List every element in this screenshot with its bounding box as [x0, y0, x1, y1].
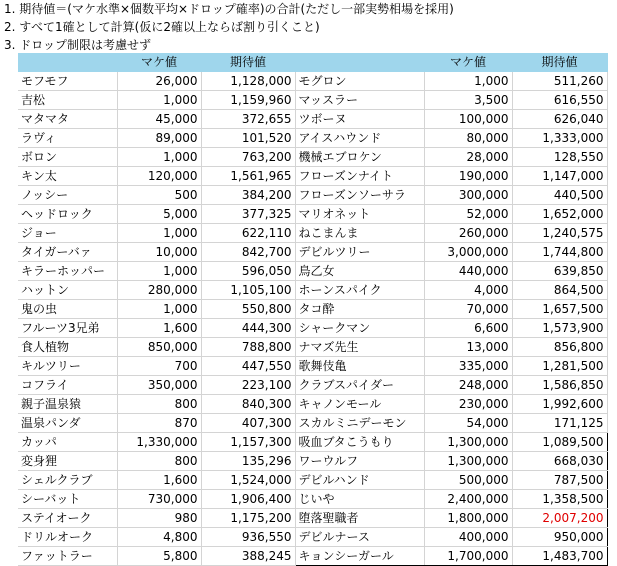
monster-name-cell[interactable]: ノッシー — [18, 186, 117, 205]
monster-name-cell[interactable]: フローズンソーサラ — [295, 186, 424, 205]
market-value-cell[interactable]: 800 — [117, 452, 201, 471]
expected-value-cell[interactable]: 763,200 — [201, 148, 295, 167]
monster-name-cell[interactable]: キルツリー — [18, 357, 117, 376]
market-value-cell[interactable]: 700 — [117, 357, 201, 376]
market-value-cell[interactable]: 89,000 — [117, 129, 201, 148]
market-value-cell[interactable]: 248,000 — [424, 376, 512, 395]
market-value-cell[interactable]: 190,000 — [424, 167, 512, 186]
monster-name-cell[interactable]: タコ酔 — [295, 300, 424, 319]
table-row — [18, 357, 607, 376]
market-value-cell[interactable]: 1,600 — [117, 471, 201, 490]
expected-value-cell[interactable]: 1,105,100 — [201, 281, 295, 300]
market-value-cell[interactable]: 54,000 — [424, 414, 512, 433]
expected-value-cell[interactable]: 1,128,000 — [201, 72, 295, 91]
expected-value-cell[interactable]: 626,040 — [512, 110, 607, 129]
market-value-cell[interactable]: 10,000 — [117, 243, 201, 262]
market-value-cell[interactable]: 400,000 — [424, 528, 512, 547]
monster-name-cell[interactable]: ワーウルフ — [295, 452, 424, 471]
market-value-cell[interactable]: 1,800,000 — [424, 509, 512, 528]
market-value-cell[interactable]: 300,000 — [424, 186, 512, 205]
expected-value-cell[interactable]: 787,500 — [512, 471, 607, 490]
market-value-cell[interactable]: 120,000 — [117, 167, 201, 186]
table-row — [18, 205, 607, 224]
expected-value-cell[interactable]: 1,992,600 — [512, 395, 607, 414]
expected-value-cell[interactable]: 596,050 — [201, 262, 295, 281]
note-2[interactable]: 2. すべて1確として計算(仮に2確以上ならば割り引くこと) — [4, 20, 320, 34]
market-value-cell[interactable]: 1,600 — [117, 319, 201, 338]
header-market[interactable]: マケ値 — [117, 53, 201, 72]
monster-name-cell[interactable]: 歌舞伎亀 — [295, 357, 424, 376]
expected-value-cell[interactable]: 842,700 — [201, 243, 295, 262]
expected-value-cell[interactable]: 407,300 — [201, 414, 295, 433]
expected-value-cell[interactable]: 2,007,200 — [512, 509, 607, 528]
table-row — [18, 129, 607, 148]
table-row — [18, 376, 607, 395]
market-value-cell[interactable]: 26,000 — [117, 72, 201, 91]
expected-value-cell[interactable]: 788,800 — [201, 338, 295, 357]
monster-name-cell[interactable]: ホーンスパイク — [295, 281, 424, 300]
table-row — [18, 281, 607, 300]
monster-name-cell[interactable]: ハットン — [18, 281, 117, 300]
monster-name-cell[interactable]: ファットラー — [18, 547, 117, 566]
market-value-cell[interactable]: 13,000 — [424, 338, 512, 357]
monster-name-cell[interactable]: カッパ — [18, 433, 117, 452]
monster-name-cell[interactable]: ボロン — [18, 148, 117, 167]
header-cell[interactable] — [18, 53, 117, 72]
monster-name-cell[interactable]: 鳥乙女 — [295, 262, 424, 281]
table-row — [18, 490, 607, 509]
expected-value-cell[interactable]: 135,296 — [201, 452, 295, 471]
market-value-cell[interactable]: 440,000 — [424, 262, 512, 281]
market-value-cell[interactable]: 2,400,000 — [424, 490, 512, 509]
expected-value-cell[interactable]: 447,550 — [201, 357, 295, 376]
monster-name-cell[interactable]: デビルハンド — [295, 471, 424, 490]
monster-name-cell[interactable]: コフライ — [18, 376, 117, 395]
market-value-cell[interactable]: 4,000 — [424, 281, 512, 300]
market-value-cell[interactable]: 1,300,000 — [424, 433, 512, 452]
expected-value-cell[interactable]: 377,325 — [201, 205, 295, 224]
header-expected[interactable]: 期待値 — [512, 53, 607, 72]
monster-name-cell[interactable]: ラヴィ — [18, 129, 117, 148]
notes — [0, 0, 617, 54]
table-row — [18, 471, 607, 490]
market-value-cell[interactable]: 70,000 — [424, 300, 512, 319]
monster-name-cell[interactable]: クラブスパイダー — [295, 376, 424, 395]
table-row — [18, 262, 607, 281]
table-row — [18, 243, 607, 262]
monster-name-cell[interactable]: フローズンナイト — [295, 167, 424, 186]
market-value-cell[interactable]: 4,800 — [117, 528, 201, 547]
monster-name-cell[interactable]: ジョー — [18, 224, 117, 243]
monster-name-cell[interactable]: デビルツリー — [295, 243, 424, 262]
expected-value-cell[interactable]: 1,281,500 — [512, 357, 607, 376]
expected-value-cell[interactable]: 856,800 — [512, 338, 607, 357]
market-value-cell[interactable]: 1,000 — [117, 148, 201, 167]
table-row — [18, 72, 607, 91]
market-value-cell[interactable]: 52,000 — [424, 205, 512, 224]
header-cell[interactable] — [295, 53, 424, 72]
market-value-cell[interactable]: 335,000 — [424, 357, 512, 376]
monster-name-cell[interactable]: 鬼の虫 — [18, 300, 117, 319]
monster-name-cell[interactable]: じいや — [295, 490, 424, 509]
expected-value-cell[interactable]: 384,200 — [201, 186, 295, 205]
table-row — [18, 433, 607, 452]
expected-value-cell[interactable]: 1,906,400 — [201, 490, 295, 509]
expected-value-cell[interactable]: 440,500 — [512, 186, 607, 205]
expected-value-cell[interactable]: 840,300 — [201, 395, 295, 414]
expected-value-cell[interactable]: 1,652,000 — [512, 205, 607, 224]
monster-name-cell[interactable]: フルーツ3兄弟 — [18, 319, 117, 338]
expected-value-cell[interactable]: 864,500 — [512, 281, 607, 300]
expected-value-cell[interactable]: 950,000 — [512, 528, 607, 547]
table-row — [18, 509, 607, 528]
expected-value-cell[interactable]: 1,175,200 — [201, 509, 295, 528]
expected-value-cell[interactable]: 1,483,700 — [512, 547, 607, 566]
market-value-cell[interactable]: 5,800 — [117, 547, 201, 566]
table-row — [18, 414, 607, 433]
monster-name-cell[interactable]: ドリルオーク — [18, 528, 117, 547]
monster-name-cell[interactable]: 親子温泉猿 — [18, 395, 117, 414]
market-value-cell[interactable]: 230,000 — [424, 395, 512, 414]
table-row — [18, 338, 607, 357]
expected-value-cell[interactable]: 1,524,000 — [201, 471, 295, 490]
table-row — [18, 167, 607, 186]
table-row — [18, 319, 607, 338]
monster-name-cell[interactable]: シャークマン — [295, 319, 424, 338]
monster-name-cell[interactable]: 食人植物 — [18, 338, 117, 357]
expected-value-cell[interactable]: 128,550 — [512, 148, 607, 167]
monster-name-cell[interactable]: マリオネット — [295, 205, 424, 224]
market-value-cell[interactable]: 6,600 — [424, 319, 512, 338]
market-value-cell[interactable]: 980 — [117, 509, 201, 528]
monster-name-cell[interactable]: スカルミニデーモン — [295, 414, 424, 433]
header-row — [18, 53, 607, 72]
market-value-cell[interactable]: 80,000 — [424, 129, 512, 148]
market-value-cell[interactable]: 350,000 — [117, 376, 201, 395]
table-row — [18, 91, 607, 110]
market-value-cell[interactable]: 1,000 — [117, 262, 201, 281]
table-row — [18, 528, 607, 547]
monster-name-cell[interactable]: マッスラー — [295, 91, 424, 110]
market-value-cell[interactable]: 1,000 — [424, 72, 512, 91]
market-value-cell[interactable]: 870 — [117, 414, 201, 433]
monster-name-cell[interactable]: ヘッドロック — [18, 205, 117, 224]
monster-name-cell[interactable]: マタマタ — [18, 110, 117, 129]
monster-name-cell[interactable]: シェルクラブ — [18, 471, 117, 490]
monster-name-cell[interactable]: ねこまんま — [295, 224, 424, 243]
monster-name-cell[interactable]: キン太 — [18, 167, 117, 186]
expected-value-cell[interactable]: 171,125 — [512, 414, 607, 433]
market-value-cell[interactable]: 1,000 — [117, 91, 201, 110]
expected-value-cell[interactable]: 223,100 — [201, 376, 295, 395]
expected-value-cell[interactable]: 668,030 — [512, 452, 607, 471]
note-3[interactable]: 3. ドロップ制限は考慮せず — [4, 38, 152, 52]
monster-name-cell[interactable]: 吉松 — [18, 91, 117, 110]
header-expected[interactable]: 期待値 — [201, 53, 295, 72]
market-value-cell[interactable]: 500,000 — [424, 471, 512, 490]
expected-value-cell[interactable]: 511,260 — [512, 72, 607, 91]
monster-name-cell[interactable]: 吸血ブタこうもり — [295, 433, 424, 452]
expected-value-cell[interactable]: 1,147,000 — [512, 167, 607, 186]
table-row — [18, 148, 607, 167]
expected-value-cell[interactable]: 372,655 — [201, 110, 295, 129]
market-value-cell[interactable]: 5,000 — [117, 205, 201, 224]
market-value-cell[interactable]: 730,000 — [117, 490, 201, 509]
market-value-cell[interactable]: 28,000 — [424, 148, 512, 167]
expected-value-cell[interactable]: 1,089,500 — [512, 433, 607, 452]
table-row — [18, 224, 607, 243]
market-value-cell[interactable]: 280,000 — [117, 281, 201, 300]
expected-value-cell[interactable]: 1,157,300 — [201, 433, 295, 452]
expected-value-cell[interactable]: 936,550 — [201, 528, 295, 547]
expected-value-cell[interactable]: 1,240,575 — [512, 224, 607, 243]
monster-name-cell[interactable]: 堕落聖職者 — [295, 509, 424, 528]
market-value-cell[interactable]: 3,500 — [424, 91, 512, 110]
monster-name-cell[interactable]: モグロン — [295, 72, 424, 91]
table-row — [18, 452, 607, 471]
market-value-cell[interactable]: 45,000 — [117, 110, 201, 129]
market-value-cell[interactable]: 1,000 — [117, 224, 201, 243]
table-row — [18, 110, 607, 129]
expected-value-cell[interactable]: 1,586,850 — [512, 376, 607, 395]
monster-name-cell[interactable]: シーバット — [18, 490, 117, 509]
expected-value-cell[interactable]: 1,333,000 — [512, 129, 607, 148]
market-value-cell[interactable]: 1,000 — [117, 300, 201, 319]
table-row — [18, 547, 607, 566]
market-value-cell[interactable]: 260,000 — [424, 224, 512, 243]
monster-name-cell[interactable]: キョンシーガール — [295, 547, 424, 566]
expected-value-cell[interactable]: 1,573,900 — [512, 319, 607, 338]
table-row — [18, 300, 607, 319]
expected-value-cell[interactable]: 639,850 — [512, 262, 607, 281]
monster-name-cell[interactable]: ナマズ先生 — [295, 338, 424, 357]
market-value-cell[interactable]: 1,330,000 — [117, 433, 201, 452]
expected-value-cell[interactable]: 1,358,500 — [512, 490, 607, 509]
expected-value-cell[interactable]: 622,110 — [201, 224, 295, 243]
table-row — [18, 395, 607, 414]
table-row — [18, 186, 607, 205]
market-value-cell[interactable]: 1,700,000 — [424, 547, 512, 566]
expected-value-cell[interactable]: 1,561,965 — [201, 167, 295, 186]
expected-value-cell[interactable]: 1,657,500 — [512, 300, 607, 319]
expected-value-cell[interactable]: 550,800 — [201, 300, 295, 319]
market-value-cell[interactable]: 500 — [117, 186, 201, 205]
expected-value-table — [18, 53, 608, 566]
expected-value-cell[interactable]: 1,159,960 — [201, 91, 295, 110]
monster-name-cell[interactable]: キラーホッパー — [18, 262, 117, 281]
expected-value-cell[interactable]: 388,245 — [201, 547, 295, 566]
note-1[interactable]: 1. 期待値＝(マケ水準×個数平均×ドロップ確率)の合計(ただし一部実勢相場を採用) — [4, 2, 454, 16]
market-value-cell[interactable]: 100,000 — [424, 110, 512, 129]
market-value-cell[interactable]: 1,300,000 — [424, 452, 512, 471]
expected-value-cell[interactable]: 1,744,800 — [512, 243, 607, 262]
monster-name-cell[interactable]: 温泉パンダ — [18, 414, 117, 433]
market-value-cell[interactable]: 800 — [117, 395, 201, 414]
expected-value-cell[interactable]: 444,300 — [201, 319, 295, 338]
monster-name-cell[interactable]: タイガーバァ — [18, 243, 117, 262]
monster-name-cell[interactable]: アイスハウンド — [295, 129, 424, 148]
monster-name-cell[interactable]: デビルナース — [295, 528, 424, 547]
monster-name-cell[interactable]: モフモフ — [18, 72, 117, 91]
expected-value-cell[interactable]: 101,520 — [201, 129, 295, 148]
monster-name-cell[interactable]: ツボーヌ — [295, 110, 424, 129]
market-value-cell[interactable]: 3,000,000 — [424, 243, 512, 262]
monster-name-cell[interactable]: ステイオーク — [18, 509, 117, 528]
market-value-cell[interactable]: 850,000 — [117, 338, 201, 357]
monster-name-cell[interactable]: 機械エブロケン — [295, 148, 424, 167]
expected-value-cell[interactable]: 616,550 — [512, 91, 607, 110]
header-market[interactable]: マケ値 — [424, 53, 512, 72]
monster-name-cell[interactable]: 変身狸 — [18, 452, 117, 471]
monster-name-cell[interactable]: キャノンモール — [295, 395, 424, 414]
